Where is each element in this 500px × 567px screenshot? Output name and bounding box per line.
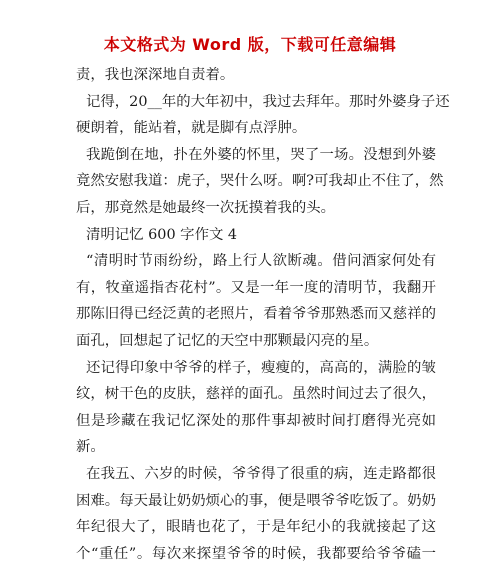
- section-heading: 清明记忆 600 字作文 4: [86, 226, 238, 243]
- text-line: 有，牧童遥指杏花村”。又是一年一度的清明节，我翻开: [76, 279, 436, 296]
- text-line: 我跪倒在地，扑在外婆的怀里，哭了一场。没想到外婆: [86, 146, 436, 163]
- document-body: [76, 62, 450, 567]
- text-line: 那陈旧得已经泛黄的老照片，看着爷爷那熟悉而又慈祥的: [76, 306, 436, 323]
- text-line: “清明时节雨纷纷，路上行人欲断魂。借问酒家何处有: [86, 253, 436, 270]
- text-line: 责，我也深深地自责着。: [76, 67, 235, 83]
- text-line: 在我五、六岁的时候，爷爷得了很重的病，连走路都很: [86, 465, 436, 482]
- header-banner: 本文格式为 Word 版，下载可任意编辑: [103, 35, 397, 54]
- text-line: 但是珍藏在我记忆深处的那件事却被时间打磨得光亮如: [76, 412, 436, 429]
- text-line: 面孔，回想起了记忆的天空中那颗最闪亮的星。: [76, 332, 379, 349]
- text-line: 竟然安慰我道：虎子，哭什么呀。啊?可我却止不住了，然: [76, 173, 444, 190]
- text-line: 记得，20__年的大年初中，我过去拜年。那时外婆身子还: [86, 93, 450, 110]
- text-line: 纹，树干色的皮肤，慈祥的面孔。虽然时间过去了很久，: [76, 386, 436, 403]
- text-line: 还记得印象中爷爷的样子，瘦瘦的，高高的，满脸的皱: [86, 359, 436, 376]
- text-line: 硬朗着，能站着，就是脚有点浮肿。: [76, 120, 307, 137]
- text-line: 困难。每天最让奶奶烦心的事，便是喂爷爷吃饭了。奶奶: [76, 492, 436, 509]
- text-line: 个“重任”。每次来探望爷爷的时候，我都要给爷爷磕一: [76, 545, 436, 562]
- text-line: 新。: [76, 439, 105, 456]
- text-line: 年纪很大了，眼睛也花了，于是年纪小的我就接起了这: [76, 519, 436, 536]
- text-line: 后，那竟然是她最终一次抚摸着我的头。: [76, 199, 336, 216]
